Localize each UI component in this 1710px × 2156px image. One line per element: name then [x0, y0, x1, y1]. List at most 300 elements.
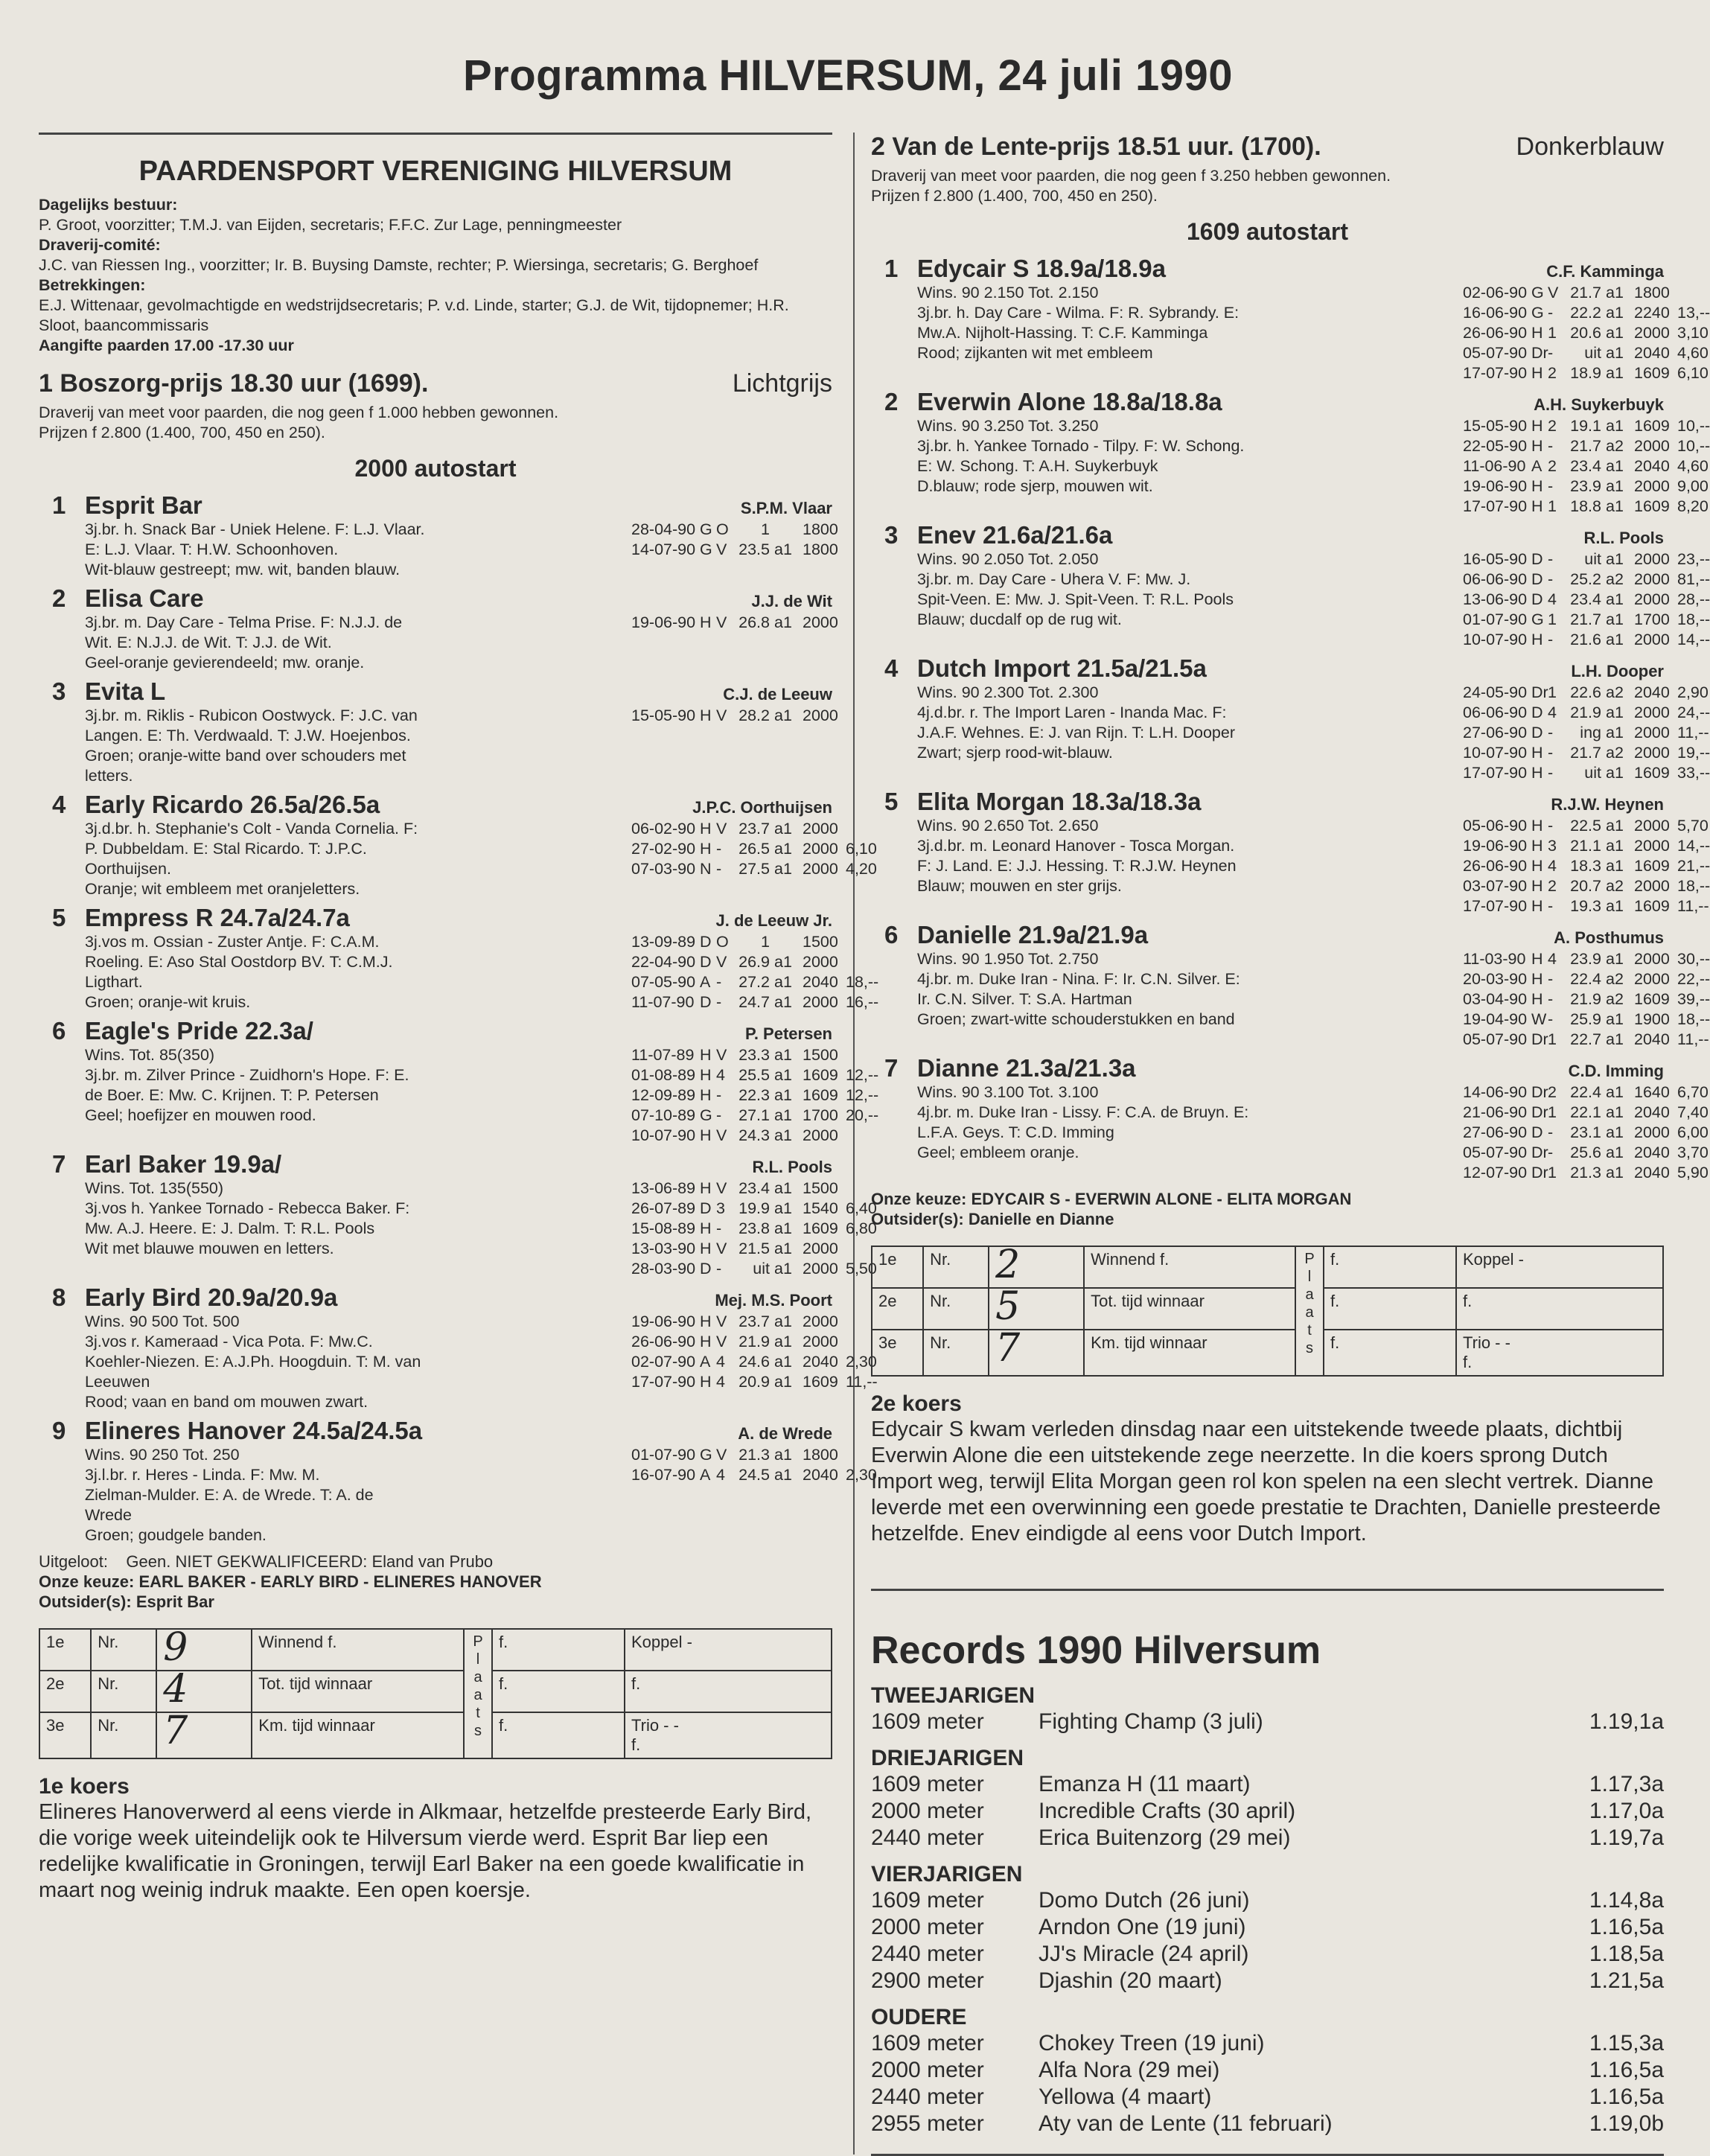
- result-cell: a1: [774, 973, 792, 991]
- record-cell: Arndon One (19 juni): [1039, 1915, 1246, 1939]
- horse-info-line: Groen; oranje-witte band over schouders met: [85, 747, 406, 765]
- horse-entry: [871, 255, 1710, 383]
- result-cell: Dr: [1531, 344, 1548, 362]
- horse-info-line: Rood; vaan en band om mouwen zwart.: [85, 1393, 369, 1411]
- result-cell: 4,20: [846, 860, 877, 878]
- result-cell: a1: [774, 1066, 792, 1084]
- horse-name: Dianne 21.3a/21.3a: [917, 1054, 1136, 1082]
- result-row: [1463, 476, 1709, 497]
- result-cell: 2040: [1634, 1164, 1670, 1181]
- result-cell: H: [1531, 364, 1543, 382]
- horse-entry: [39, 791, 877, 899]
- result-cell: 2000: [1634, 950, 1670, 968]
- result-cell: a1: [1606, 417, 1624, 435]
- form-place: 3e: [872, 1330, 923, 1376]
- horse-number: 6: [52, 1017, 66, 1044]
- record-row: [871, 2057, 1664, 2084]
- result-cell: 15-05-90: [631, 707, 696, 724]
- result-cell: 13-06-90: [1463, 590, 1528, 608]
- result-cell: H: [1531, 477, 1543, 495]
- result-row: [1463, 363, 1709, 383]
- handwritten-digit: 7: [163, 1709, 188, 1753]
- result-cell: a1: [1606, 764, 1624, 782]
- result-cell: 2000: [1634, 437, 1670, 455]
- horse-trainer: A.H. Suykerbuyk: [1534, 395, 1664, 414]
- result-row: [1463, 436, 1710, 456]
- result-cell: 39,--: [1677, 990, 1710, 1008]
- record-group-title: OUDERE: [871, 2005, 967, 2029]
- record-group-title: DRIEJARIGEN: [871, 1746, 1024, 1770]
- result-cell: a1: [1606, 724, 1624, 741]
- result-cell: D: [700, 933, 712, 951]
- result-cell: a1: [1606, 1083, 1624, 1101]
- record-row: [871, 1914, 1664, 1941]
- horse-body: [85, 791, 877, 899]
- horse-body: [917, 921, 1710, 1050]
- result-cell: 33,--: [1677, 764, 1710, 782]
- result-cell: 21.7: [1570, 610, 1601, 628]
- result-cell: -: [1548, 990, 1554, 1008]
- result-row: [631, 972, 879, 992]
- record-cell: Erica Buitenzorg (29 mei): [1039, 1825, 1291, 1850]
- result-cell: 26-07-89: [631, 1199, 696, 1217]
- horse-body: [85, 584, 838, 673]
- result-cell: 81,--: [1677, 570, 1710, 588]
- result-cell: 07-05-90: [631, 973, 696, 991]
- result-cell: 3,10: [1677, 324, 1709, 342]
- result-cell: 1: [761, 520, 770, 538]
- result-cell: 1609: [1634, 364, 1670, 382]
- horse-info-line: Koehler-Niezen. E: A.J.Ph. Hoogduin. T: M. van: [85, 1353, 421, 1371]
- horse-name: Empress R 24.7a/24.7a: [85, 904, 350, 931]
- result-cell: 14-07-90: [631, 540, 696, 558]
- record-row: [871, 2030, 1664, 2057]
- result-cell: a1: [774, 1313, 792, 1330]
- horse-info-line: Wins. 90 2.150 Tot. 2.150: [917, 284, 1099, 302]
- result-cell: a1: [774, 1240, 792, 1257]
- result-cell: 18.9: [1570, 364, 1601, 382]
- horse-trainer: A. de Wrede: [738, 1424, 832, 1443]
- horse-info: [85, 1312, 625, 1412]
- horse-details: [917, 949, 1710, 1050]
- result-cell: H: [1531, 817, 1543, 835]
- result-cell: H: [700, 1240, 712, 1257]
- result-cell: W: [1531, 1010, 1547, 1028]
- result-cell: H: [1531, 877, 1543, 895]
- horse-info: [917, 816, 1457, 916]
- horse-info-line: 3j.br. h. Day Care - Wilma. F: R. Sybrandy. E:: [917, 304, 1240, 322]
- result-cell: a1: [1606, 1030, 1624, 1048]
- horse-details: [85, 1045, 879, 1146]
- result-row: [1463, 763, 1710, 783]
- horse-name: Elita Morgan 18.3a/18.3a: [917, 788, 1202, 815]
- record-cell: 1609 meter: [871, 1772, 984, 1796]
- result-cell: 23.5: [738, 540, 770, 558]
- left-column: [39, 133, 879, 1904]
- result-cell: 19-06-90: [1463, 477, 1528, 495]
- result-cell: 16-05-90: [1463, 550, 1528, 568]
- result-cell: Dr: [1531, 1144, 1548, 1161]
- result-cell: H: [700, 1126, 712, 1144]
- horse-number: 2: [52, 584, 66, 612]
- horse-info-line: 3j.br. h. Snack Bar - Uniek Helene. F: L.J. Vlaar.: [85, 520, 425, 538]
- result-cell: -: [716, 1260, 722, 1278]
- result-cell: 1: [1548, 497, 1557, 515]
- result-cell: 2000: [1634, 970, 1670, 988]
- result-cell: D: [1531, 550, 1543, 568]
- horse-info: [85, 1045, 625, 1146]
- form-row: [872, 1246, 1663, 1288]
- result-cell: 1500: [803, 1179, 838, 1197]
- horse-info: [85, 819, 625, 899]
- horse-entry: [871, 1054, 1709, 1183]
- result-cell: 1: [1548, 683, 1557, 701]
- result-cell: 19-06-90: [631, 613, 696, 631]
- result-cell: 19.9: [738, 1199, 770, 1217]
- horse-entry: [871, 921, 1710, 1050]
- result-row: [1463, 416, 1710, 436]
- result-cell: -: [716, 993, 722, 1011]
- result-row: [631, 1239, 838, 1259]
- result-cell: 27-06-90: [1463, 1123, 1528, 1141]
- result-cell: 22.4: [1570, 970, 1601, 988]
- horse-number: 9: [52, 1417, 66, 1444]
- result-cell: 1700: [803, 1106, 838, 1124]
- result-cell: ing: [1580, 724, 1601, 741]
- result-row: [1463, 989, 1710, 1010]
- horse-info-line: Wins. Tot. 135(550): [85, 1179, 224, 1197]
- horse-info-line: D.blauw; rode sjerp, mouwen wit.: [917, 477, 1153, 495]
- result-cell: O: [716, 933, 729, 951]
- result-row: [631, 520, 838, 540]
- result-cell: 1609: [1634, 417, 1670, 435]
- form-nr-label: Nr.: [91, 1671, 156, 1712]
- result-cell: a1: [774, 1086, 792, 1104]
- horse-info-line: Groen; oranje-wit kruis.: [85, 993, 251, 1011]
- horse-details: [917, 1082, 1709, 1183]
- horse-info-line: Wins. Tot. 85(350): [85, 1046, 215, 1064]
- record-cell: 1.18,5a: [1589, 1942, 1664, 1966]
- result-cell: V: [716, 953, 727, 971]
- horse-name: Eagle's Pride 22.3a/: [85, 1017, 313, 1044]
- result-cell: 22.3: [738, 1086, 770, 1104]
- record-cell: 1.14,8a: [1589, 1888, 1664, 1913]
- race1-description: Draverij van meet voor paarden, die nog geen f 1.000 hebben gewonnen. Prijzen f 2.800 (1.400, 700, 450 en 250).: [39, 404, 559, 441]
- result-cell: 24.7: [738, 993, 770, 1011]
- result-cell: a1: [1606, 590, 1624, 608]
- result-cell: 01-08-89: [631, 1066, 696, 1084]
- record-cell: 1.19,7a: [1589, 1825, 1664, 1850]
- result-cell: 18,--: [1677, 610, 1710, 628]
- horse-name-row: [85, 1150, 832, 1179]
- result-cell: a1: [1606, 610, 1624, 628]
- result-cell: 12-09-89: [631, 1086, 696, 1104]
- result-cell: 07-10-89: [631, 1106, 696, 1124]
- horse-info-line: Wins. 90 1.950 Tot. 2.750: [917, 950, 1099, 968]
- result-cell: 21.3: [1570, 1164, 1601, 1181]
- horse-body: [917, 521, 1710, 650]
- handwritten-digit: 4: [163, 1667, 188, 1712]
- result-cell: 13-03-90: [631, 1240, 696, 1257]
- club-officials: [39, 195, 832, 336]
- result-cell: a1: [1606, 284, 1624, 302]
- trio-f: f.: [1463, 1353, 1473, 1371]
- result-row: [631, 932, 838, 952]
- result-cell: a1: [774, 1353, 792, 1371]
- result-cell: 1609: [1634, 497, 1670, 515]
- record-cell: 1.19,0b: [1589, 2111, 1664, 2136]
- horse-info-line: L.F.A. Geys. T: C.D. Imming: [917, 1123, 1114, 1141]
- horse-name: Enev 21.6a/21.6a: [917, 521, 1113, 549]
- result-cell: V: [716, 1046, 727, 1064]
- form-f: f.: [1324, 1246, 1456, 1288]
- plaats-letter: s: [474, 1723, 482, 1739]
- horse-details: [917, 283, 1710, 383]
- result-row: [631, 839, 877, 859]
- result-cell: 21.9: [738, 1333, 770, 1350]
- result-cell: 24-05-90: [1463, 683, 1528, 701]
- result-cell: 19-06-90: [631, 1313, 696, 1330]
- result-cell: -: [1548, 437, 1554, 455]
- result-cell: H: [700, 1313, 712, 1330]
- race2-header: [871, 133, 1664, 162]
- result-cell: A: [1531, 457, 1542, 475]
- horse-info-line: Wit-blauw gestreept; mw. wit, banden blauw.: [85, 561, 401, 578]
- horse-number: 2: [884, 388, 899, 415]
- result-cell: a2: [1606, 970, 1624, 988]
- result-row: [631, 1179, 838, 1199]
- result-cell: 19-06-90: [1463, 837, 1528, 855]
- result-cell: 11,--: [1677, 724, 1709, 741]
- record-cell: 2955 meter: [871, 2111, 984, 2136]
- result-cell: H: [1531, 417, 1543, 435]
- form-place: 1e: [872, 1246, 923, 1288]
- result-cell: G: [700, 540, 712, 558]
- result-cell: 23.1: [1570, 1123, 1601, 1141]
- horse-number: 8: [52, 1283, 66, 1311]
- result-cell: 2000: [1634, 477, 1670, 495]
- result-cell: 20.7: [1570, 877, 1601, 895]
- result-cell: a1: [1606, 704, 1624, 721]
- result-row: [1463, 283, 1670, 303]
- result-cell: a2: [1606, 683, 1624, 701]
- horse-name-row: [85, 1417, 832, 1445]
- result-cell: D: [1531, 724, 1543, 741]
- result-cell: 1609: [1634, 897, 1670, 915]
- form-nr-label: Nr.: [923, 1288, 989, 1330]
- horse-details: [85, 1179, 877, 1279]
- result-cell: 4: [1548, 950, 1557, 968]
- result-cell: 21.6: [1570, 631, 1601, 648]
- result-row: [631, 1465, 877, 1485]
- record-row: [871, 1709, 1664, 1735]
- result-cell: 9,00: [1677, 477, 1709, 495]
- horse-number: 1: [884, 255, 899, 282]
- horse-results: [631, 706, 838, 786]
- result-cell: a1: [1606, 1164, 1624, 1181]
- horse-name-row: [917, 388, 1664, 416]
- form-handwritten-number: [989, 1284, 1084, 1330]
- result-cell: 2000: [803, 1333, 838, 1350]
- horse-info: [85, 520, 625, 580]
- form-label: Km. tijd winnaar: [1084, 1330, 1295, 1376]
- result-form-table: [871, 1243, 1664, 1377]
- result-cell: a2: [1606, 570, 1624, 588]
- result-cell: 6,80: [846, 1219, 877, 1237]
- result-cell: H: [700, 1373, 712, 1391]
- result-cell: 6,10: [1677, 364, 1709, 382]
- form-handwritten-number: [989, 1243, 1084, 1288]
- result-cell: 16,--: [846, 993, 879, 1011]
- result-cell: a1: [1606, 1010, 1624, 1028]
- result-cell: 8,20: [1677, 497, 1709, 515]
- result-cell: 25.5: [738, 1066, 770, 1084]
- result-cell: 4: [1548, 857, 1557, 875]
- result-cell: 2040: [1634, 1103, 1670, 1121]
- horse-info-line: 3j.br. m. Zilver Prince - Zuidhorn's Hope. F: E.: [85, 1066, 409, 1084]
- result-cell: 23.4: [1570, 590, 1601, 608]
- result-cell: 24,--: [1677, 704, 1710, 721]
- club-section-label: Draverij-comité:: [39, 236, 161, 254]
- result-cell: H: [1531, 497, 1543, 515]
- result-cell: 23.8: [738, 1219, 770, 1237]
- form-label: Winnend f.: [1084, 1246, 1295, 1288]
- form-row: [39, 1671, 832, 1712]
- horse-name-row: [85, 491, 832, 520]
- result-cell: -: [716, 860, 722, 878]
- result-cell: 21.5: [738, 1240, 770, 1257]
- result-cell: 15-05-90: [1463, 417, 1528, 435]
- result-cell: Dr: [1531, 1030, 1548, 1048]
- horse-name: Elineres Hanover 24.5a/24.5a: [85, 1417, 423, 1444]
- koppel-label: Koppel -: [1463, 1250, 1524, 1269]
- result-row: [631, 819, 838, 839]
- result-cell: 3,70: [1677, 1144, 1709, 1161]
- horse-info-line: Oranje; wit embleem met oranjeletters.: [85, 880, 360, 898]
- horse-info-line: Wit met blauwe mouwen en letters.: [85, 1240, 334, 1257]
- result-cell: 2000: [803, 1260, 838, 1278]
- race2-distance: 1609 autostart: [1187, 218, 1348, 245]
- record-cell: 2440 meter: [871, 1942, 984, 1966]
- result-cell: 23.9: [1570, 477, 1601, 495]
- result-cell: V: [716, 1446, 727, 1464]
- form-label: Tot. tijd winnaar: [252, 1671, 464, 1712]
- koppel-label: Koppel -: [631, 1633, 692, 1651]
- result-row: [1463, 969, 1710, 989]
- result-cell: 20-03-90: [1463, 970, 1528, 988]
- result-cell: V: [716, 540, 727, 558]
- horse-number: 7: [884, 1054, 899, 1082]
- result-cell: 19.3: [1570, 897, 1601, 915]
- horse-entry: [871, 388, 1710, 517]
- result-cell: 21.3: [738, 1446, 770, 1464]
- result-cell: 2000: [1634, 550, 1670, 568]
- result-cell: Dr: [1531, 1103, 1548, 1121]
- race1-result-form: [39, 1625, 832, 1759]
- result-cell: 12-07-90: [1463, 1164, 1528, 1181]
- horse-info: [917, 283, 1457, 383]
- result-cell: 10-07-90: [1463, 631, 1528, 648]
- form-place: 1e: [39, 1629, 91, 1671]
- race2-color: Donkerblauw: [1516, 133, 1664, 161]
- result-cell: 24.3: [738, 1126, 770, 1144]
- record-cell: Emanza H (11 maart): [1039, 1772, 1251, 1796]
- result-cell: a1: [1606, 950, 1624, 968]
- horse-name: Early Bird 20.9a/20.9a: [85, 1283, 338, 1311]
- club-section-text: J.C. van Riessen Ing., voorzitter; Ir. B. Buysing Damste, rechter; P. Wiersinga, secretaris; G. Berghoef: [39, 256, 759, 274]
- horse-info-line: Zwart; sjerp rood-wit-blauw.: [917, 744, 1113, 762]
- result-cell: V: [716, 1313, 727, 1330]
- result-cell: a1: [1606, 631, 1624, 648]
- horse-info-line: letters.: [85, 767, 133, 785]
- form-row: [872, 1330, 1663, 1376]
- record-cell: 2000 meter: [871, 2058, 984, 2082]
- result-cell: V: [716, 1333, 727, 1350]
- result-cell: a1: [774, 1106, 792, 1124]
- result-cell: 6,00: [1677, 1123, 1709, 1141]
- result-cell: 1: [761, 933, 770, 951]
- result-row: [631, 1332, 838, 1352]
- record-cell: 2900 meter: [871, 1968, 984, 1993]
- form-koppel-f: f.: [1456, 1288, 1663, 1330]
- horse-info-line: Wit. E: N.J.J. de Wit. T: J.J. de Wit.: [85, 634, 332, 651]
- result-cell: G: [700, 1106, 712, 1124]
- horse-info-line: 3j.br. m. Day Care - Telma Prise. F: N.J.J. de: [85, 613, 403, 631]
- result-cell: 10-07-90: [631, 1126, 696, 1144]
- result-cell: -: [1548, 744, 1554, 762]
- result-cell: 4: [1548, 590, 1557, 608]
- result-cell: 2000: [803, 953, 838, 971]
- horse-info: [85, 1179, 625, 1279]
- horse-name-row: [917, 921, 1664, 949]
- result-cell: a1: [774, 1373, 792, 1391]
- result-cell: 2000: [1634, 1123, 1670, 1141]
- horse-details: [85, 520, 838, 580]
- result-row: [1463, 630, 1710, 650]
- result-row: [1463, 303, 1710, 323]
- result-row: [631, 1445, 838, 1465]
- horse-info-line: E: L.J. Vlaar. T: H.W. Schoonhoven.: [85, 540, 339, 558]
- horse-trainer: A. Posthumus: [1554, 928, 1664, 947]
- result-cell: 1609: [803, 1373, 838, 1391]
- result-row: [1463, 1123, 1709, 1143]
- result-cell: uit: [753, 1260, 770, 1278]
- horse-body: [917, 788, 1710, 916]
- horse-trainer: J.P.C. Oorthuijsen: [692, 798, 832, 817]
- horse-info-line: Oorthuijsen.: [85, 860, 171, 878]
- horse-trainer: L.H. Dooper: [1571, 662, 1664, 680]
- trio-f: f.: [631, 1735, 641, 1754]
- result-cell: a1: [1606, 364, 1624, 382]
- result-cell: O: [716, 520, 729, 538]
- result-cell: -: [1548, 477, 1554, 495]
- result-cell: 1: [1548, 1030, 1557, 1048]
- result-row: [1463, 836, 1710, 856]
- horse-results: [631, 520, 838, 580]
- horse-trainer: J. de Leeuw Jr.: [715, 911, 832, 930]
- club-section-label: Dagelijks bestuur:: [39, 196, 178, 214]
- horse-body: [917, 388, 1710, 517]
- result-row: [631, 1085, 879, 1106]
- horse-trainer: Mej. M.S. Poort: [715, 1291, 832, 1310]
- result-cell: A: [700, 973, 711, 991]
- horse-trainer: C.J. de Leeuw: [723, 685, 832, 704]
- horse-results: [1463, 283, 1710, 383]
- result-cell: a1: [1606, 857, 1624, 875]
- result-cell: 11-03-90: [1463, 950, 1526, 968]
- result-cell: 2000: [1634, 704, 1670, 721]
- result-row: [1463, 1030, 1709, 1050]
